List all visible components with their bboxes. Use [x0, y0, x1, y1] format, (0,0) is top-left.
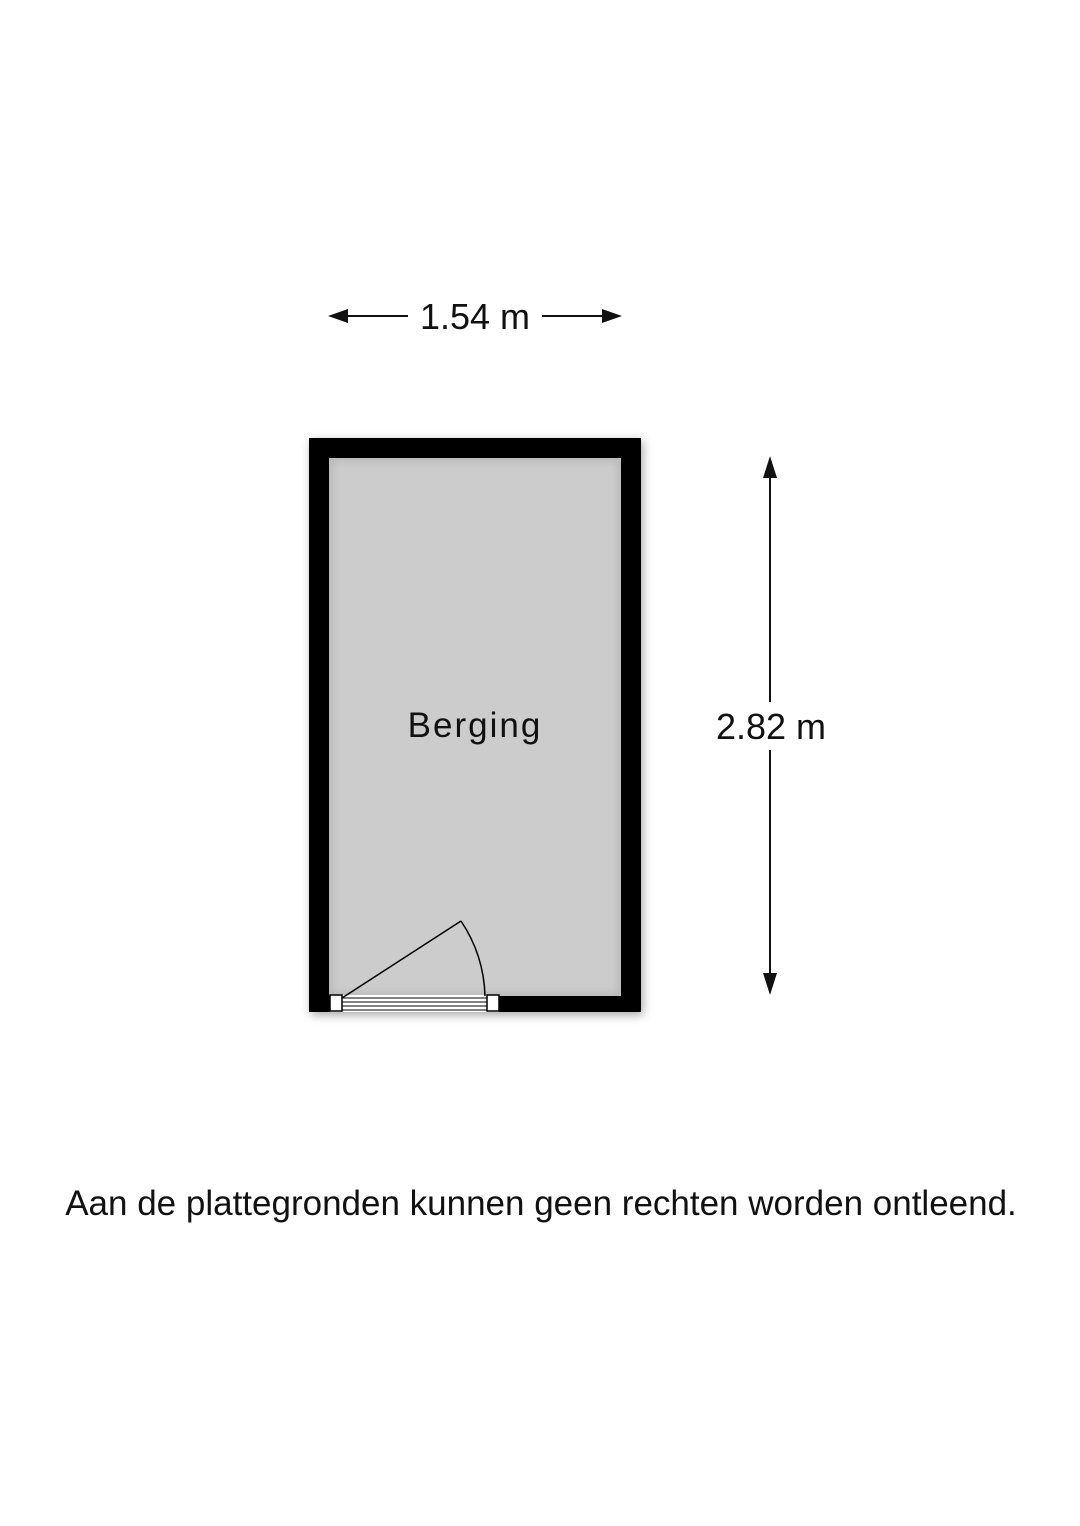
height-label: 2.82 m	[715, 706, 827, 747]
width-dimension	[328, 296, 622, 337]
room-label: Berging	[407, 706, 543, 745]
height-dimension	[716, 456, 826, 995]
disclaimer: Aan de plattegronden kunnen geen rechten worden ontleend.	[65, 1184, 1017, 1223]
width-label: 1.54 m	[419, 296, 531, 337]
